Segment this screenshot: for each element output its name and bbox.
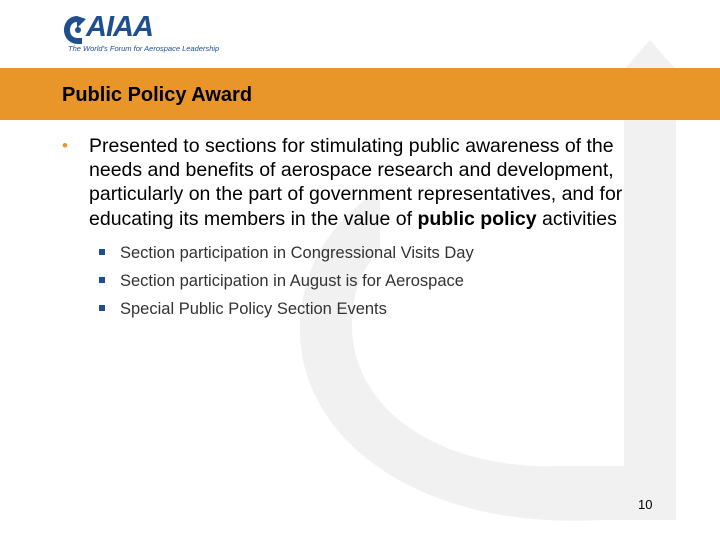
main-bullet [62, 134, 672, 231]
sub-bullet [99, 267, 672, 295]
square-bullet-icon [99, 249, 105, 255]
sub-bullet-list [62, 239, 672, 323]
logo-wordmark: AIAA [86, 11, 153, 43]
sub-bullet-text: Section participation in Congressional Visits Day [120, 243, 474, 262]
square-bullet-icon [99, 277, 105, 283]
sub-bullet [99, 295, 672, 323]
slide-title: Public Policy Award [62, 84, 253, 106]
bullet-text-start: Presented to sections for stimulating public awareness of the needs and benefits of aerospace research and development, particularly on the part of government representatives, and for educating its members in the value of [89, 135, 623, 230]
bullet-dot-icon: • [62, 136, 68, 155]
sub-bullet-text: Section participation in August is for Aerospace [120, 271, 464, 290]
page-number: 10 [638, 497, 653, 512]
square-bullet-icon [99, 305, 105, 311]
bullet-text-end: activities [536, 207, 617, 230]
bullet-text-bold: public policy [417, 207, 537, 230]
logo-tagline: The World's Forum for Aerospace Leadership [68, 44, 220, 53]
slide-content [62, 134, 672, 323]
sub-bullet [99, 239, 672, 267]
sub-bullet-text: Special Public Policy Section Events [120, 299, 387, 318]
